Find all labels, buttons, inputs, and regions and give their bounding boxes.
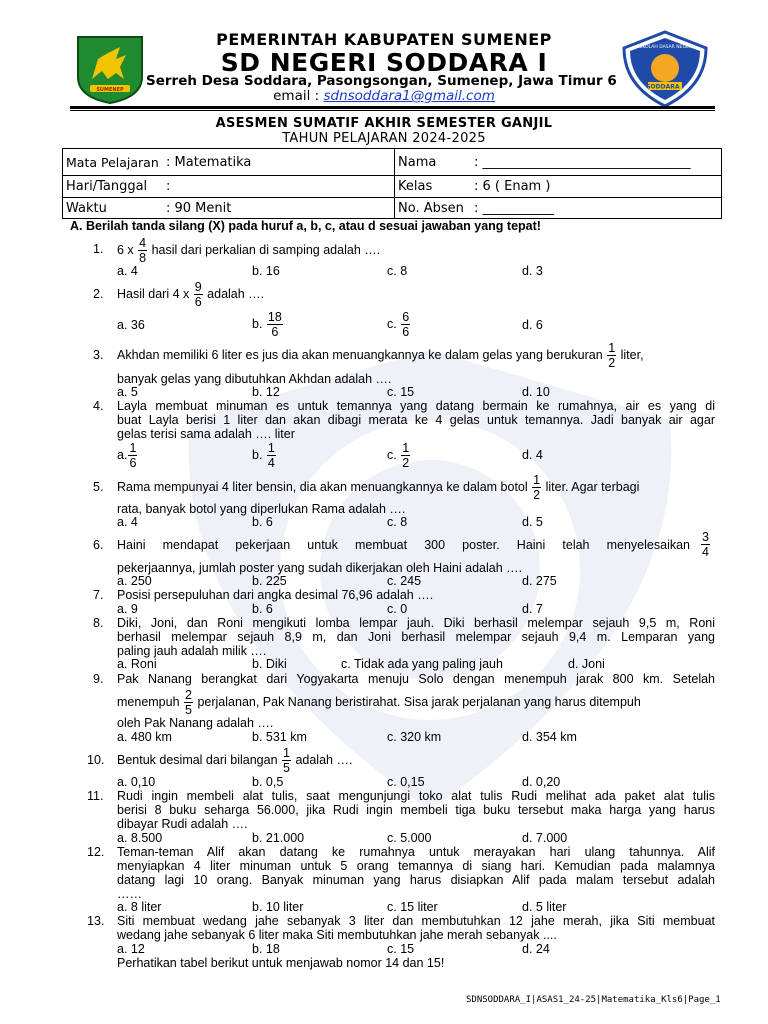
q9-frac-num: 2 xyxy=(185,688,192,703)
hari-field[interactable]: : xyxy=(163,176,395,198)
q4-line2: buat Layla berisi 1 liter dan akan dibagi merata ke 4 gelas untuk temannya. Jadi banyak air agar xyxy=(117,413,715,427)
q3-text xyxy=(117,341,644,369)
q11-option-d[interactable]: d. 7.000 xyxy=(522,831,568,845)
q4-option-b-fraction xyxy=(267,442,276,469)
kelas-value: : 6 ( Enam ) xyxy=(471,176,722,198)
q9-text-a: menempuh xyxy=(117,695,180,709)
q3-frac-den: 2 xyxy=(608,356,616,371)
exam-year: TAHUN PELAJARAN 2024-2025 xyxy=(282,131,486,146)
q3-option-b[interactable]: b. 12 xyxy=(252,385,280,399)
absen-label: No. Absen xyxy=(395,198,472,219)
q3-number: 3. xyxy=(93,348,104,362)
student-info-table xyxy=(62,148,722,219)
q9-option-a[interactable]: a. 480 km xyxy=(117,730,172,744)
q9-line2 xyxy=(117,688,641,716)
q8-option-c[interactable]: c. Tidak ada yang paling jauh xyxy=(341,657,503,671)
nama-label: Nama xyxy=(395,149,472,176)
q1-option-b[interactable]: b. 16 xyxy=(252,264,280,278)
q7-option-c[interactable]: c. 0 xyxy=(387,602,408,616)
q2-option-c-num: 6 xyxy=(402,310,410,325)
q4-option-c-label: c. xyxy=(387,448,397,462)
q4-option-a[interactable] xyxy=(117,441,138,469)
q5-option-d[interactable]: d. 5 xyxy=(522,515,543,529)
q6-option-b[interactable]: b. 225 xyxy=(252,574,287,588)
q13-option-c[interactable]: c. 15 xyxy=(387,942,415,956)
q9-number: 9. xyxy=(93,672,104,686)
q13-number: 13. xyxy=(87,914,105,928)
q13-option-a[interactable]: a. 12 xyxy=(117,942,145,956)
q8-option-d[interactable]: d. Joni xyxy=(568,657,605,671)
mapel-value: : Matematika xyxy=(163,149,395,176)
q2-option-b-label: b. xyxy=(252,317,263,331)
q4-line1: Layla membuat minuman es untuk temannya yang datang bermain ke rumahnya, air es yang di xyxy=(117,399,715,413)
header-address: Serreh Desa Soddara, Pasongsongan, Sumenep, Jawa Timur 6 xyxy=(146,73,617,89)
q2-frac-den: 6 xyxy=(194,295,202,310)
header-rule-thin xyxy=(70,110,715,111)
hari-label: Hari/Tanggal xyxy=(63,176,164,198)
q12-number: 12. xyxy=(87,845,105,859)
q1-text xyxy=(117,236,380,264)
q3-text-line2: banyak gelas yang dibutuhkan Akhdan adalah …. xyxy=(117,372,392,386)
q2-option-b[interactable] xyxy=(252,310,284,338)
q3-option-a[interactable]: a. 5 xyxy=(117,385,138,399)
q1-text-b: hasil dari perkalian di samping adalah …. xyxy=(151,243,381,257)
q7-text: Posisi persepuluhan dari angka desimal 76,96 adalah …. xyxy=(117,588,434,602)
q12-option-d[interactable]: d. 5 liter xyxy=(522,900,567,914)
q11-option-c[interactable]: c. 5.000 xyxy=(387,831,432,845)
mapel-label: Mata Pelajaran xyxy=(63,149,164,176)
q2-text xyxy=(117,280,264,308)
q3-option-c[interactable]: c. 15 xyxy=(387,385,415,399)
right-logo-bottom-text: SODDARA I xyxy=(646,83,684,91)
q8-option-a[interactable]: a. Roni xyxy=(117,657,157,671)
q10-option-b[interactable]: b. 0,5 xyxy=(252,775,284,789)
q6-frac-den: 4 xyxy=(702,545,709,560)
q13-line2: wedang jahe sebanyak 6 liter maka Siti membutuhkan jahe merah sebanyak .... xyxy=(117,928,557,942)
q6-frac-num: 3 xyxy=(702,530,709,545)
q4-option-a-label: a. xyxy=(117,448,128,462)
q6-option-d[interactable]: d. 275 xyxy=(522,574,557,588)
q6-fraction-wrap xyxy=(700,530,711,558)
email-link[interactable]: sdnsoddara1@gmail.com xyxy=(323,88,495,104)
email-label: email : xyxy=(273,88,320,104)
q1-option-a[interactable]: a. 4 xyxy=(117,264,138,278)
q12-line1: Teman-teman Alif akan datang ke rumahnya untuk merayakan hari ulang tahunnya. Alif xyxy=(117,845,715,859)
q11-option-a[interactable]: a. 8.500 xyxy=(117,831,163,845)
q5-option-b[interactable]: b. 6 xyxy=(252,515,273,529)
q5-option-c[interactable]: c. 8 xyxy=(387,515,408,529)
q1-text-a: 6 x xyxy=(117,243,134,257)
q4-option-b[interactable] xyxy=(252,441,277,469)
q2-option-c[interactable] xyxy=(387,310,411,338)
q4-option-c[interactable] xyxy=(387,441,411,469)
q5-fraction xyxy=(532,474,541,501)
q8-option-b[interactable]: b. Diki xyxy=(252,657,287,671)
q7-option-a[interactable]: a. 9 xyxy=(117,602,138,616)
q12-line3: datang lagi 10 orang. Banyak minuman yang harus disiapkan Alif pada malam tersebut adalah xyxy=(117,873,715,887)
q4-option-c-num: 1 xyxy=(402,441,410,456)
q4-option-b-den: 4 xyxy=(267,456,275,471)
q5-frac-den: 2 xyxy=(533,488,541,503)
q6-option-a[interactable]: a. 250 xyxy=(117,574,152,588)
q2-option-b-fraction xyxy=(267,311,283,338)
q10-option-c[interactable]: c. 0,15 xyxy=(387,775,425,789)
q10-option-d[interactable]: d. 0,20 xyxy=(522,775,561,789)
q10-option-a[interactable]: a. 0,10 xyxy=(117,775,156,789)
q6-option-c[interactable]: c. 245 xyxy=(387,574,422,588)
q2-text-b: adalah …. xyxy=(207,287,265,301)
q8-line3: paling jauh adalah milik …. xyxy=(117,644,267,658)
q1-option-d[interactable]: d. 3 xyxy=(522,264,543,278)
q4-option-a-den: 6 xyxy=(129,456,137,471)
exam-title: ASESMEN SUMATIF AKHIR SEMESTER GANJIL xyxy=(215,116,553,131)
q12-option-b[interactable]: b. 10 liter xyxy=(252,900,304,914)
kelas-label: Kelas xyxy=(395,176,472,198)
q9-option-b[interactable]: b. 531 km xyxy=(252,730,307,744)
q3-frac-num: 1 xyxy=(608,341,616,356)
q5-number: 5. xyxy=(93,480,104,494)
q12-option-c[interactable]: c. 15 liter xyxy=(387,900,438,914)
q13-line1: Siti membuat wedang jahe sebanyak 3 liter dan membutuhkan 12 jahe merah, jika Siti membuat xyxy=(117,914,715,928)
q10-frac-den: 5 xyxy=(283,761,290,776)
q7-option-b[interactable]: b. 6 xyxy=(252,602,273,616)
header-rule-thick xyxy=(70,106,715,109)
q10-fraction xyxy=(282,747,291,774)
q2-text-a: Hasil dari 4 x xyxy=(117,287,190,301)
section-a-instruction: A. Berilah tanda silang (X) pada huruf a, b, c, atau d sesuai jawaban yang tepat! xyxy=(70,219,541,233)
q1-option-c[interactable]: c. 8 xyxy=(387,264,408,278)
q4-option-b-label: b. xyxy=(252,448,263,462)
q12-line2: menyiapkan 4 liter minuman untuk 5 orang temannya di siang hari. Kemudian pada malamnya xyxy=(117,859,715,873)
q7-option-d[interactable]: d. 7 xyxy=(522,602,543,616)
left-logo-text: SUMENEP xyxy=(96,87,124,93)
q7-number: 7. xyxy=(93,588,104,602)
q13-option-b[interactable]: b. 18 xyxy=(252,942,280,956)
q6-text-line2: pekerjaannya, jumlah poster yang sudah dikerjakan oleh Haini adalah …. xyxy=(117,561,523,575)
q9-line1: Pak Nanang berangkat dari Yogyakarta menuju Solo dengan menempuh jarak 800 km. Setelah xyxy=(117,672,715,686)
q1-frac-num: 4 xyxy=(139,236,147,251)
q2-option-d[interactable]: d. 6 xyxy=(522,318,543,332)
q8-line1: Diki, Joni, dan Roni mengikuti lomba lempar jauh. Diki berhasil melempar sejauh 9,5 m, Roni xyxy=(117,616,715,630)
q2-fraction xyxy=(194,281,203,308)
q5-option-a[interactable]: a. 4 xyxy=(117,515,138,529)
q2-option-c-label: c. xyxy=(387,317,397,331)
q11-option-b[interactable]: b. 21.000 xyxy=(252,831,305,845)
q11-line2: berisi 8 buku seharga 56.000, jika Rudi ingin membeli tiga buku tersebut maka harga yang harus xyxy=(117,803,715,817)
q12-option-a[interactable]: a. 8 liter xyxy=(117,900,162,914)
q5-text-b: liter. Agar terbagi xyxy=(545,480,640,494)
q6-fraction xyxy=(701,531,710,558)
page-footer: SDNSODDARA_I|ASAS1_24-25|Matematika_Kls6|Page_1 xyxy=(466,995,721,1005)
q12-line4: …… xyxy=(117,887,142,901)
q4-option-b-num: 1 xyxy=(267,441,275,456)
q2-option-b-den: 6 xyxy=(271,325,279,340)
q4-option-d[interactable]: d. 4 xyxy=(522,448,543,462)
q1-frac-den: 8 xyxy=(139,251,147,266)
q5-text-line2: rata, banyak botol yang diperlukan Rama adalah …. xyxy=(117,502,406,516)
nama-field[interactable]: : ________________________________ xyxy=(471,149,722,176)
q4-number: 4. xyxy=(93,399,104,413)
q2-frac-num: 9 xyxy=(194,280,202,295)
q3-option-d[interactable]: d. 10 xyxy=(522,385,550,399)
right-logo-top-text: SEKOLAH DASAR NEGERI xyxy=(636,45,694,50)
q10-text xyxy=(117,746,352,774)
q4-option-a-fraction xyxy=(128,442,137,469)
header-email-line xyxy=(0,88,768,104)
q8-number: 8. xyxy=(93,616,104,630)
q6-number: 6. xyxy=(93,538,104,552)
q9-line3: oleh Pak Nanang adalah …. xyxy=(117,716,274,730)
q3-text-a: Akhdan memiliki 6 liter es jus dia akan menuangkannya ke dalam gelas yang berukuran xyxy=(117,348,603,362)
q4-option-c-fraction xyxy=(401,442,410,469)
q2-option-c-den: 6 xyxy=(402,325,410,340)
q9-option-c[interactable]: c. 320 km xyxy=(387,730,442,744)
q2-option-c-fraction xyxy=(401,311,410,338)
q8-line2: berhasil melempar sejauh 8,9 m, dan Joni berhasil melempar sejauh 9,4 m. Lemparan yang xyxy=(117,630,715,644)
waktu-value: : 90 Menit xyxy=(163,198,395,219)
q1-fraction xyxy=(138,237,147,264)
q3-fraction xyxy=(607,342,616,369)
q6-text-a: Haini mendapat pekerjaan untuk membuat 300 poster. Haini telah menyelesaikan xyxy=(117,538,690,552)
q3-text-b: liter, xyxy=(620,348,644,362)
q5-frac-num: 1 xyxy=(533,473,541,488)
q9-text-b: perjalanan, Pak Nanang beristirahat. Sisa jarak perjalanan yang harus ditempuh xyxy=(197,695,641,709)
q9-frac-den: 5 xyxy=(185,703,192,718)
q2-option-a[interactable]: a. 36 xyxy=(117,318,145,332)
absen-field[interactable]: : ___________ xyxy=(471,198,722,219)
q9-option-d[interactable]: d. 354 km xyxy=(522,730,577,744)
q4-option-c-den: 2 xyxy=(402,456,410,471)
q11-number: 11. xyxy=(87,789,104,803)
q10-text-a: Bentuk desimal dari bilangan xyxy=(117,753,278,767)
q11-line1: Rudi ingin membeli alat tulis, saat mengunjungi toko alat tulis Rudi melihat ada paket alat tulis xyxy=(117,789,715,803)
q10-frac-num: 1 xyxy=(283,746,290,761)
q2-number: 2. xyxy=(93,287,104,301)
q4-line3: gelas terisi sama adalah …. liter xyxy=(117,427,295,441)
q11-line3: dibayar Rudi adalah …. xyxy=(117,817,248,831)
q9-fraction xyxy=(184,689,193,716)
header-school-name: SD NEGERI SODDARA I xyxy=(220,48,548,77)
q13-option-d[interactable]: d. 24 xyxy=(522,942,550,956)
header-government: PEMERINTAH KABUPATEN SUMENEP xyxy=(216,30,552,49)
q10-text-b: adalah …. xyxy=(295,753,353,767)
q10-number: 10. xyxy=(87,753,105,767)
table-note: Perhatikan tabel berikut untuk menjawab nomor 14 dan 15! xyxy=(117,956,445,970)
q5-text-a: Rama mempunyai 4 liter bensin, dia akan menuangkannya ke dalam botol xyxy=(117,480,528,494)
waktu-label: Waktu xyxy=(63,198,164,219)
q4-option-a-num: 1 xyxy=(129,441,137,456)
q2-option-b-num: 18 xyxy=(267,310,282,325)
q1-number: 1. xyxy=(93,242,104,256)
q5-text xyxy=(117,473,639,501)
